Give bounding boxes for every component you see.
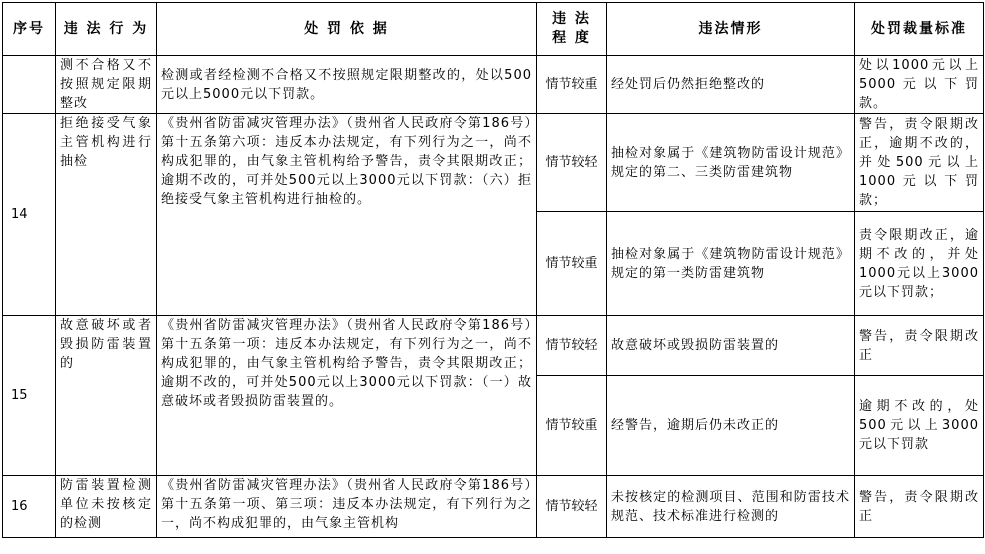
degree-cell: 情节较轻: [537, 114, 607, 212]
seq-cell: [3, 56, 56, 114]
violation-cell: 测不合格又不按照规定限期整改: [56, 56, 157, 114]
header-standard: 处罚裁量标准: [855, 3, 984, 56]
header-basis: 处 罚 依 据: [157, 3, 537, 56]
degree-cell: 情节较重: [537, 56, 607, 114]
degree-cell: 情节较轻: [537, 316, 607, 376]
table-row: [3, 476, 984, 538]
table-header-row: [3, 3, 984, 56]
standard-cell: 警告，责令限期改正: [855, 316, 984, 376]
standard-cell: 警告，责令限期改正: [855, 476, 984, 538]
seq-cell: 15: [3, 316, 56, 476]
circumstance-cell: 故意破坏或毁损防雷装置的: [607, 316, 855, 376]
table-row: [3, 316, 984, 376]
basis-cell: 《贵州省防雷减灾管理办法》（贵州省人民政府令第186号）第十五条第一项：违反本办法规定，有下列行为之一，尚不构成犯罪的，由气象主管机构给予警告，责令其限期改正；逾期不改的，可并处500元以上3000元以下罚款：（一）故意破坏或者毁损防雷装置的。: [157, 316, 537, 476]
circumstance-cell: 经警告，逾期后仍未改正的: [607, 376, 855, 476]
penalty-table: [2, 2, 984, 538]
table-row: [3, 56, 984, 114]
circumstance-cell: 经处罚后仍然拒绝整改的: [607, 56, 855, 114]
table-row: [3, 114, 984, 212]
degree-cell: 情节较重: [537, 212, 607, 316]
standard-cell: 警告，责令限期改正，逾期不改的，并处500元以上1000元以下罚款；: [855, 114, 984, 212]
seq-cell: 16: [3, 476, 56, 538]
degree-cell: 情节较轻: [537, 476, 607, 538]
violation-cell: 防雷装置检测单位未按核定的检测: [56, 476, 157, 538]
violation-cell: 故意破坏或者毁损防雷装置的: [56, 316, 157, 476]
circumstance-cell: 未按核定的检测项目、范围和防雷技术规范、技术标准进行检测的: [607, 476, 855, 538]
header-degree: 违 法 程 度: [537, 3, 607, 56]
basis-cell: 《贵州省防雷减灾管理办法》（贵州省人民政府令第186号）第十五条第一项、第三项：违反本办法规定，有下列行为之一，尚不构成犯罪的，由气象主管机构: [157, 476, 537, 538]
basis-cell: 检测或者经检测不合格又不按照规定限期整改的，处以500元以上5000元以下罚款。: [157, 56, 537, 114]
header-violation: 违 法 行 为: [56, 3, 157, 56]
basis-cell: 《贵州省防雷减灾管理办法》（贵州省人民政府令第186号）第十五条第六项：违反本办法规定，有下列行为之一，尚不构成犯罪的，由气象主管机构给予警告，责令其限期改正；逾期不改的，可并处500元以上3000元以下罚款：（六）拒绝接受气象主管机构进行抽检的。: [157, 114, 537, 316]
seq-cell: 14: [3, 114, 56, 316]
standard-cell: 处以1000元以上5000元以下罚款。: [855, 56, 984, 114]
circumstance-cell: 抽检对象属于《建筑物防雷设计规范》规定的第一类防雷建筑物: [607, 212, 855, 316]
degree-cell: 情节较重: [537, 376, 607, 476]
circumstance-cell: 抽检对象属于《建筑物防雷设计规范》规定的第二、三类防雷建筑物: [607, 114, 855, 212]
header-circumstance: 违法情形: [607, 3, 855, 56]
violation-cell: 拒绝接受气象主管机构进行抽检: [56, 114, 157, 316]
standard-cell: 责令限期改正，逾期不改的，并处1000元以上3000元以下罚款；: [855, 212, 984, 316]
header-seq: 序号: [3, 3, 56, 56]
standard-cell: 逾期不改的，处500元以上3000元以下罚款: [855, 376, 984, 476]
